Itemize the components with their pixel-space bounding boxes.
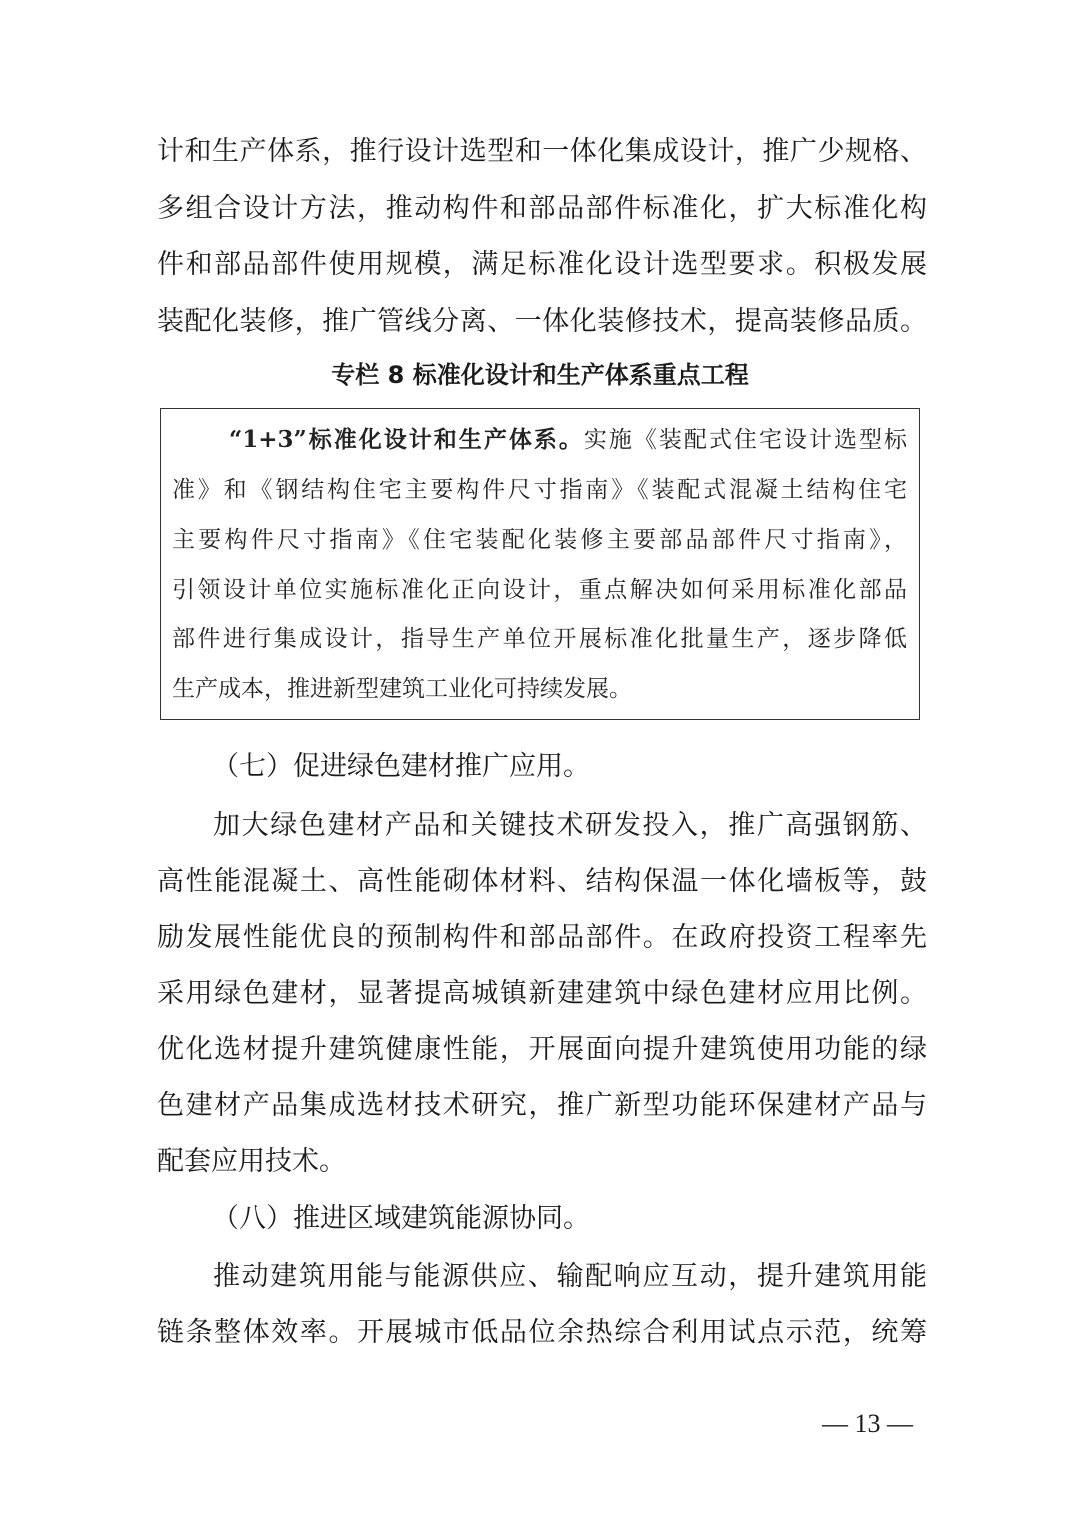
box-line-rest: 实施《装配式住宅设计选型标 bbox=[583, 427, 907, 453]
box-lead: “1+3”标准化设计和生产体系。 bbox=[229, 426, 584, 453]
paragraph-line: 采用绿色建材，显著提高城镇新建建筑中绿色建材应用比例。 bbox=[157, 978, 927, 1009]
box-line: 准》和《钢结构住宅主要构件尺寸指南》《装配式混凝土结构住宅 bbox=[172, 477, 907, 503]
paragraph-line: 多组合设计方法，推动构件和部品部件标准化，扩大标准化构 bbox=[157, 193, 927, 224]
paragraph-line: 高性能混凝土、高性能砌体材料、结构保温一体化墙板等，鼓 bbox=[157, 866, 927, 897]
paragraph-line: 励发展性能优良的预制构件和部品部件。在政府投资工程率先 bbox=[157, 922, 927, 953]
paragraph-line: 配套应用技术。 bbox=[157, 1146, 346, 1177]
paragraph-line: 链条整体效率。开展城市低品位余热综合利用试点示范，统筹 bbox=[157, 1317, 927, 1348]
paragraph-line: 优化选材提升建筑健康性能，开展面向提升建筑使用功能的绿 bbox=[157, 1034, 927, 1065]
paragraph-line: 色建材产品集成选材技术研究，推广新型功能环保建材产品与 bbox=[157, 1090, 927, 1121]
box-line: 生产成本，推进新型建筑工业化可持续发展。 bbox=[172, 676, 632, 702]
box-line: 部件进行集成设计，指导生产单位开展标准化批量生产，逐步降低 bbox=[172, 626, 907, 652]
section-heading: （七）促进绿色建材推广应用。 bbox=[212, 751, 590, 782]
box-line: 主要构件尺寸指南》《住宅装配化装修主要部品部件尺寸指南》， bbox=[172, 527, 907, 553]
paragraph-line: 加大绿色建材产品和关键技术研发投入，推广高强钢筋、 bbox=[213, 810, 927, 841]
paragraph-line: 装配化装修，推广管线分离、一体化装修技术，提高装修品质。 bbox=[157, 306, 927, 337]
page-number: — 13 — bbox=[822, 1409, 913, 1438]
section-heading: （八）推进区域建筑能源协同。 bbox=[212, 1203, 590, 1234]
box-line: 引领设计单位实施标准化正向设计，重点解决如何采用标准化部品 bbox=[172, 577, 907, 603]
paragraph-line: 件和部品部件使用规模，满足标准化设计选型要求。积极发展 bbox=[157, 249, 927, 280]
box-line bbox=[229, 424, 907, 456]
paragraph-line: 推动建筑用能与能源供应、输配响应互动，提升建筑用能 bbox=[213, 1261, 927, 1292]
box-title: 专栏 8 标准化设计和生产体系重点工程 bbox=[331, 361, 749, 389]
paragraph-line: 计和生产体系，推行设计选型和一体化集成设计，推广少规格、 bbox=[157, 136, 927, 167]
